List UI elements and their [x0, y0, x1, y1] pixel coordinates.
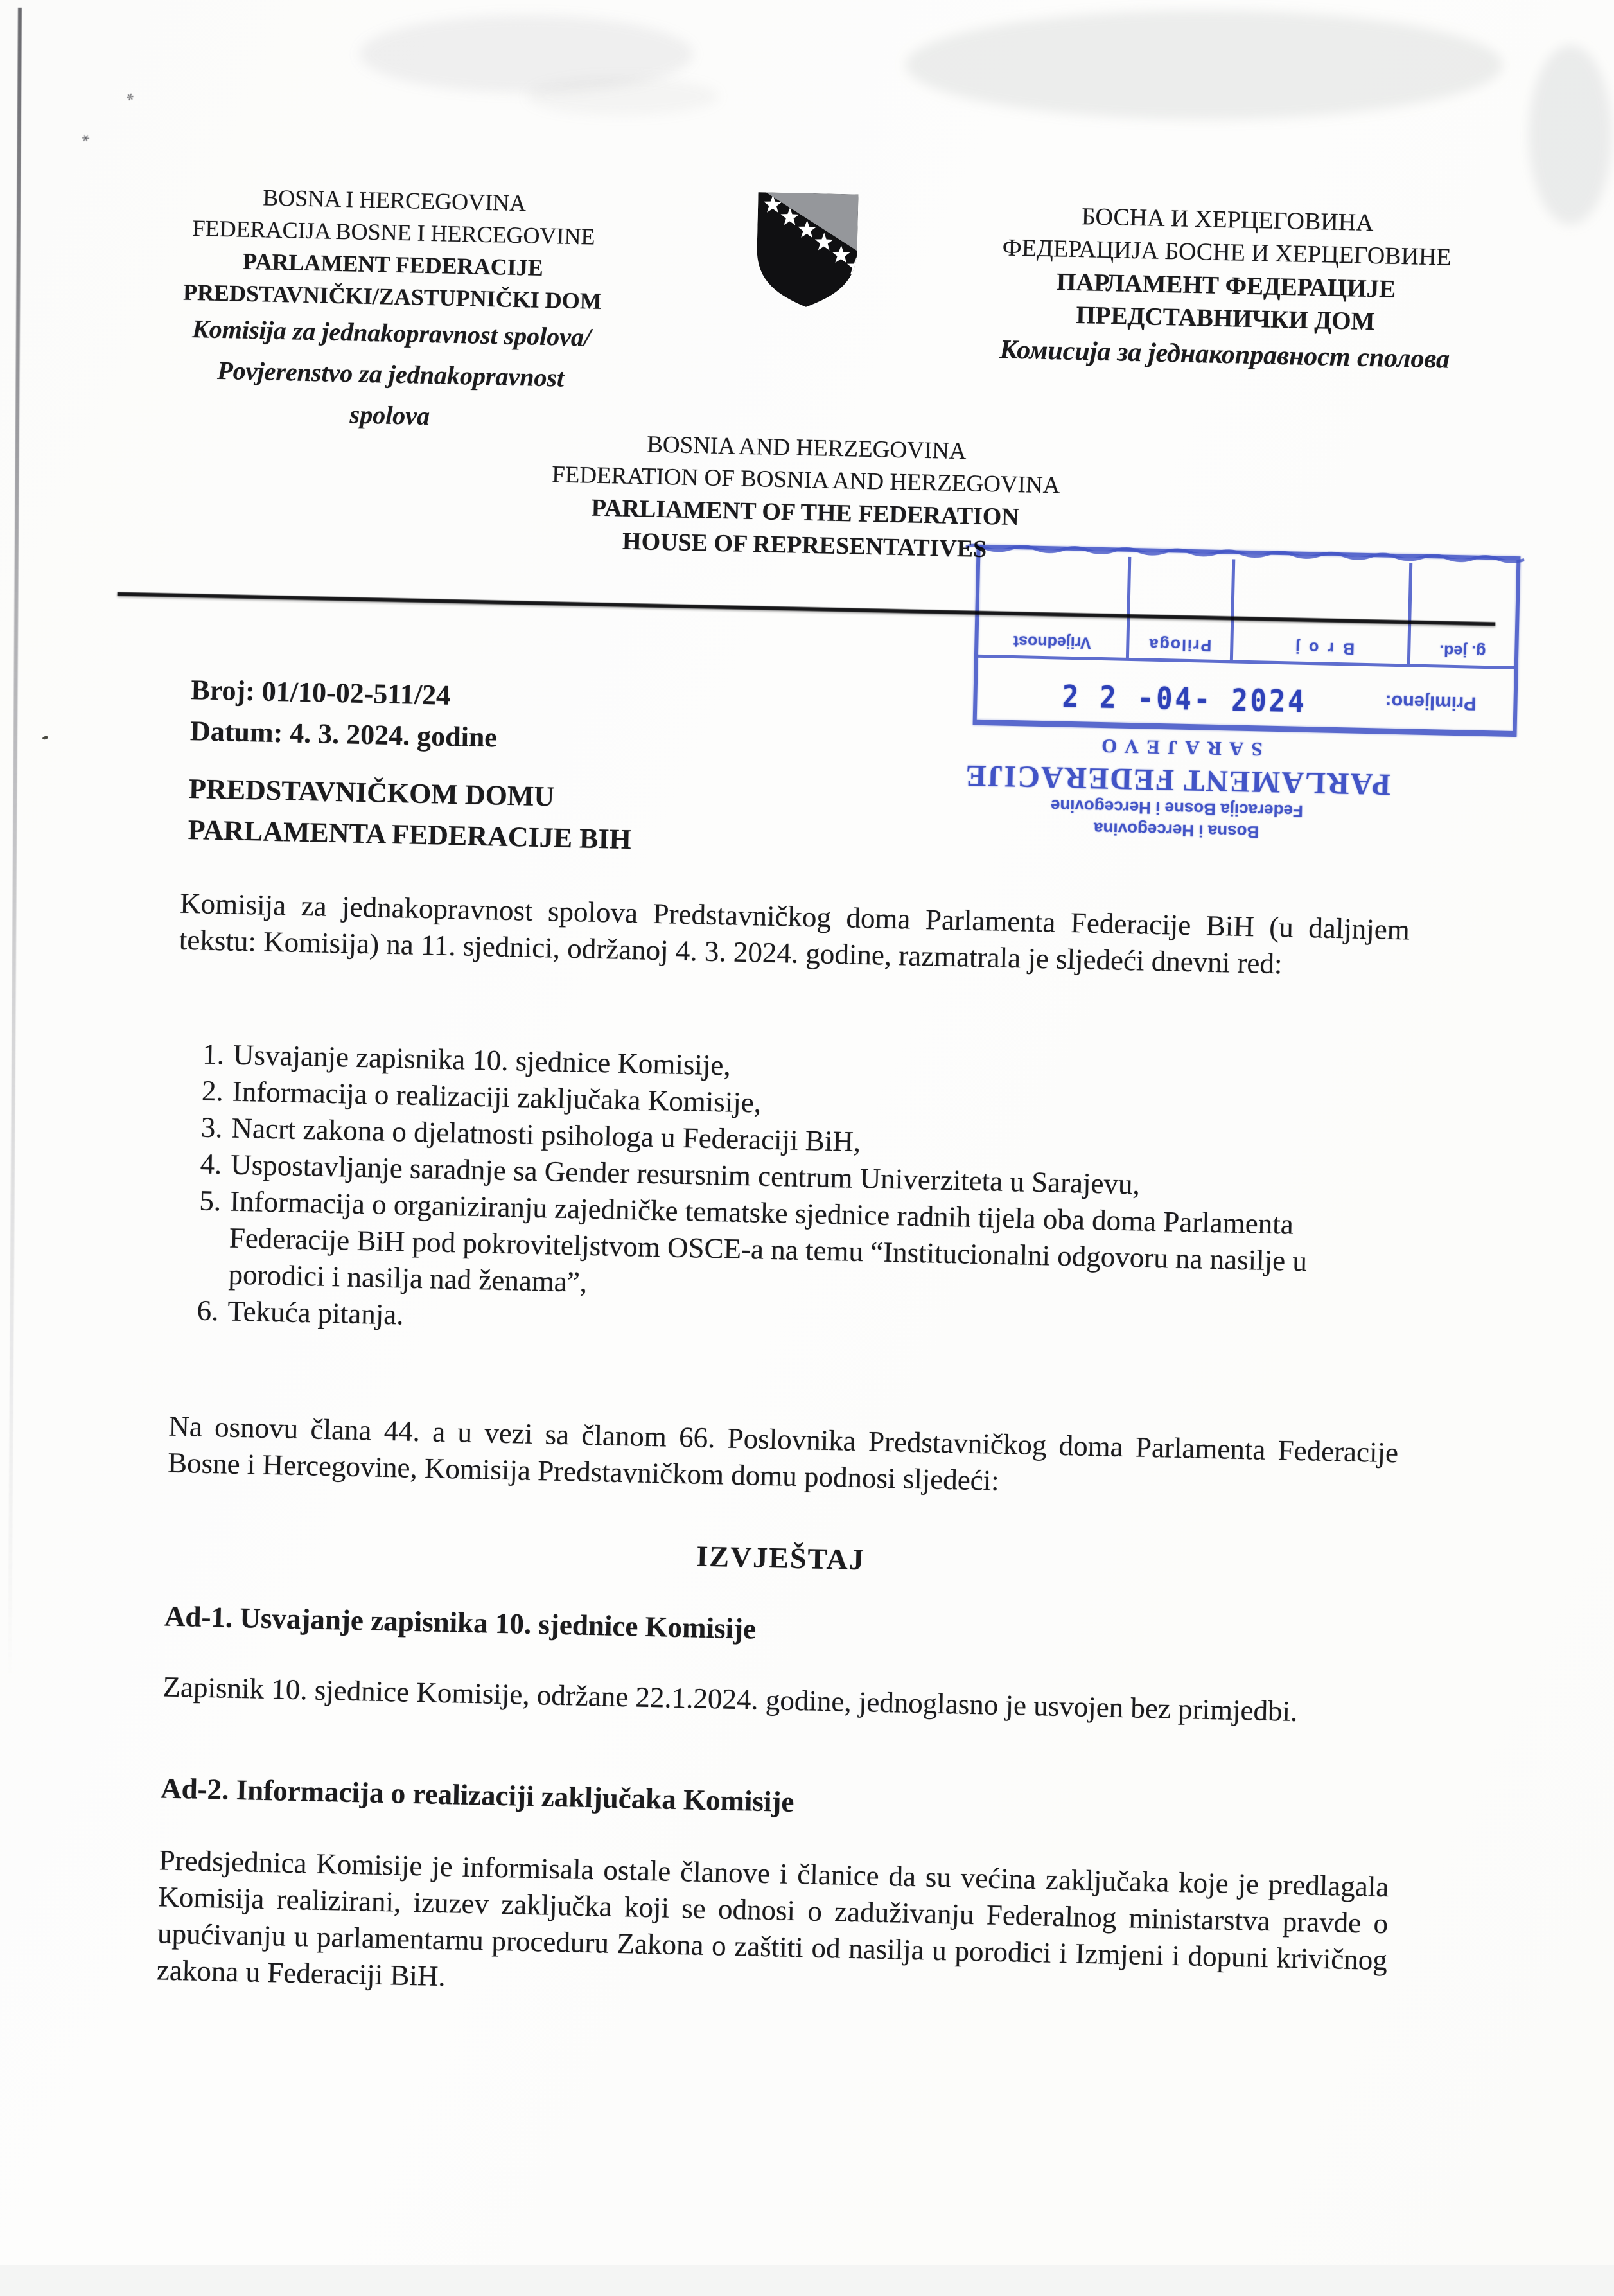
stamp-org-line: PARLAMENT FEDERACIJE: [963, 758, 1391, 802]
stamp-date: 2 2 -04- 2024: [1061, 678, 1307, 720]
letterhead-line: PREDSTAVNIČKI/ZASTUPNIČKI DOM: [182, 279, 602, 314]
letterhead-line: Комисија за једнакоправност сполова: [999, 335, 1450, 375]
letterhead-line: HOUSE OF REPRESENTATIVES: [622, 527, 987, 563]
section-ad1-body: Zapisnik 10. sjednice Komisije, održane 22.1.2024. godine, jednoglasno je usvojen bez primjedbi.: [162, 1670, 1298, 1728]
letterhead-line: PARLAMENT FEDERACIJE: [242, 248, 544, 281]
stamp-received-row: [977, 655, 1514, 731]
letterhead-line: БОСНА И ХЕРЦЕГОВИНА: [1081, 203, 1374, 237]
agenda-list: [171, 1036, 1385, 1355]
letterhead-line: Povjerenstvo za jednakopravnost: [216, 355, 565, 393]
stamp-org-line: Bosna i Hercegovina: [1093, 818, 1259, 842]
letterhead-bosnian: [113, 178, 671, 442]
section-ad1-heading: Ad-1. Usvajanje zapisnika 10. sjednice Komisije: [164, 1600, 757, 1645]
stamp-table-header: Broj: [1230, 559, 1409, 664]
recipient-line: PREDSTAVNIČKOM DOMU: [188, 773, 555, 813]
letterhead-line: PARLIAMENT OF THE FEDERATION: [591, 494, 1020, 531]
recipient-line: PARLAMENTA FEDERACIJE BIH: [188, 814, 632, 856]
stamp-org-line: Federacija Bosne i Hercegovine: [1050, 796, 1304, 821]
stamp-table-header: Priloga: [1126, 557, 1232, 660]
stamp-protocol-box: [973, 545, 1521, 737]
agenda-item: Informacija o realizaciji zaključaka Komisije,: [232, 1075, 762, 1119]
document-date: Datum: 4. 3. 2024. godine: [189, 715, 498, 754]
document-number: Broj: 01/10-02-511/24: [190, 674, 451, 711]
letterhead-line: BOSNA I HERCEGOVINA: [262, 184, 527, 216]
letterhead-line: FEDERATION OF BOSNIA AND HERZEGOVINA: [551, 461, 1060, 499]
agenda-item: Nacrt zakona o djelatnosti psihologa u Federaciji BiH,: [231, 1111, 861, 1158]
stamp-table-header: g. jed.: [1407, 563, 1516, 666]
coat-of-arms-icon: [744, 183, 870, 315]
report-title: IZVJEŠTAJ: [696, 1539, 866, 1576]
ink-smudge: ﹡: [117, 85, 143, 112]
letterhead-line: FEDERACIJA BOSNE I HERCEGOVINE: [192, 215, 595, 250]
stamp-organization: [904, 727, 1450, 847]
stamp-table-header: Vrijednost: [1013, 631, 1091, 652]
agenda-item: Uspostavljanje saradnje sa Gender resursnim centrum Univerziteta u Sarajevu,: [230, 1148, 1141, 1201]
stamp-table: [978, 554, 1516, 666]
letterhead-line: ПАРЛАМЕНТ ФЕДЕРАЦИЈЕ: [1056, 268, 1396, 303]
section-ad2-heading: Ad-2. Informacija o realizaciji zaključaka Komisije: [160, 1772, 795, 1818]
section-ad2-body: Predsjednica Komisije je informisala ostale članove i članice da su većina zaključaka koje je predlagala Komisija realizirani, izuzev zaključka koji se odnosi o zaduživanju Federalnog ministarstva pravde o upućivanju u parlamentarnu proceduru Zakona o zaštiti od nasilja u porodici i Izmjeni i dopuni krivičnog zakona u Federaciji BiH.: [156, 1844, 1389, 1993]
received-stamp: [963, 551, 1521, 849]
document-meta: [189, 669, 498, 758]
stamp-org-line: SARAJEVO: [1093, 734, 1263, 761]
letterhead-line: spolova: [349, 400, 430, 431]
letterhead-line: ФЕДЕРАЦИЈА БОСНЕ И ХЕРЦЕГОВИНЕ: [1002, 234, 1452, 271]
ink-smudge: ∗: [78, 128, 94, 148]
letterhead-line: Komisija za jednakopravnost spolova/: [191, 313, 592, 352]
letterhead-line: ПРЕДСТАВНИЧКИ ДОМ: [1076, 301, 1375, 336]
stamp-received-label: Primljeno:: [1385, 691, 1477, 714]
recipient-block: [188, 768, 633, 860]
intro-paragraph: Komisija za jednakopravnost spolova Predstavničkog doma Parlamenta Federacije BiH (u daljnjem tekstu: Komisija) na 11. sjednici, održanoj 4. 3. 2024. godine, razmatrala je sljedeći dnevni red:: [179, 887, 1410, 980]
agenda-item: Tekuća pitanja.: [227, 1294, 405, 1331]
agenda-item: Informacija o organiziranju zajedničke tematske sjednice radnih tijela oba doma Parlamenta Federacije BiH pod pokroviteljstvom OSCE-a na temu “Institucionalni odgovoru na nasilje u porodici i nasilja nad ženama”,: [228, 1185, 1308, 1298]
letterhead-cyrillic: [889, 197, 1564, 382]
legal-basis-paragraph: Na osnovu člana 44. a u vezi sa članom 66. Poslovnika Predstavničkog doma Parlamenta Federacije Bosne i Hercegovine, Komisija Predstavničkom domu podnosi sljedeći:: [167, 1409, 1399, 1497]
agenda-item: Usvajanje zapisnika 10. sjednice Komisije,: [232, 1038, 732, 1082]
letterhead-line: BOSNIA AND HERZEGOVINA: [646, 431, 967, 465]
